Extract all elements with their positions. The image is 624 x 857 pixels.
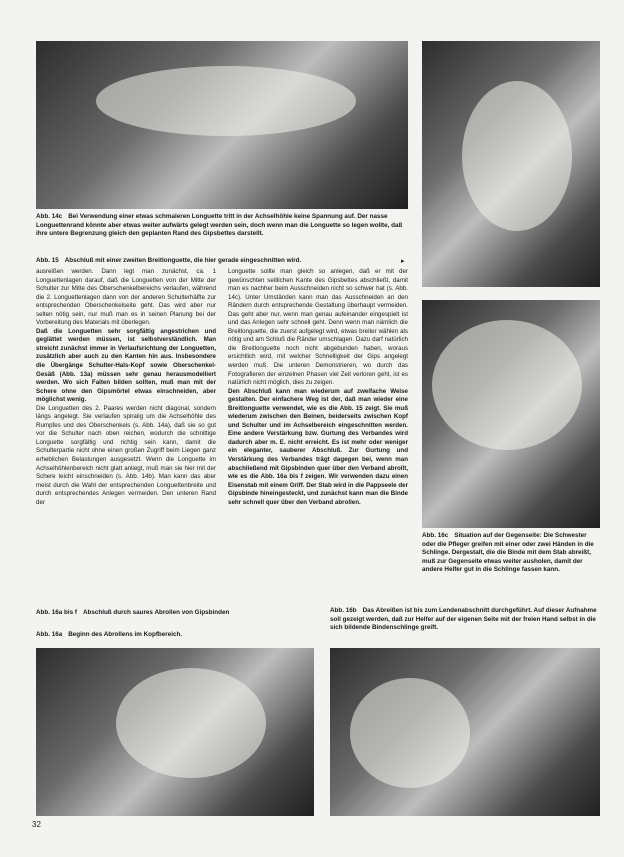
caption-label: Abb. 14c (36, 213, 63, 220)
caption-text: Situation auf der Gegenseite: Die Schwester oder die Pfleger greifen mit einer oder zwei Händen in die Schlinge. Dergestalt, die die Binde mit dem Stab abreißt, muß zur Gegenseite etwas weiter ausholen, damit der andere Helfer gut in die Schlinge fassen kann. (422, 532, 594, 574)
caption-label: Abb. 16c (422, 532, 449, 539)
caption-abb-16c (422, 532, 600, 575)
caption-abb-16-series (36, 609, 316, 618)
caption-label: Abb. 16a bis f (36, 609, 77, 616)
photo-right-top (422, 41, 600, 287)
paragraph: Die Longuetten des 2. Paares werden nicht diagonal, sondern längs angelegt. Sie verlaufen spiralig um die Achselhöhle des Rumpfes und des Oberschenkels (s. Abb. 14a), daß sie so gut vor die Schulter nach oben reichen, wodurch die schnittige Longuette sorgfältig und richtig sein kann, damit die Schulterpartie nicht ohne einen großen Zugriff beim Liegen ganz erheblichen Belastungen ausgesetzt. Wenn die Longuette im Achselhöhlenbereich nicht glatt anliegt, muß man sie hier mit der Schere leicht einschneiden (s. Abb. 14b). Man kann das aber meist durch die Wahl der entsprechenden Longuettenbreite und durch entsprechendes Anlegen vermeiden. Den unteren Rand der (36, 404, 216, 506)
caption-abb-16b (330, 607, 600, 633)
caption-text: Beginn des Abrollens im Kopfbereich. (68, 631, 183, 638)
caption-text: Abschluß mit einer zweiten Breitlonguette, die hier gerade eingeschnitten wird. (64, 257, 302, 264)
paragraph: ausreißen werden. Dann legt man zunächst, ca. 1 Longuettenlagen darauf, daß die Longuetten von der Mitte der Schulter zur Mitte des Oberschenkelbereichs verlaufen, während die 2. Longuettenlagen dann von der anderen Schulterhälfte zur entsprechenden Oberschenkelseite geht. Das wird aber nur selten nötig sein, nur muß man es in seinen Planung bei der Vorbereitung des Materials mit überlegen. (36, 268, 216, 327)
caption-text: Das Abreißen ist bis zum Lendenabschnitt durchgeführt. Auf dieser Aufnahme soll gezeigt werden, daß zur Helfer auf der eigenen Seite mit der freien Hand selbst in die sich bildende Bindenschlinge greift. (330, 607, 597, 632)
photo-abb-16c (422, 300, 600, 528)
body-column-right (228, 268, 408, 507)
paragraph: Longuette sollte man gleich so anlegen, daß er mit der gewünschten seitlichen Kante des Gipsbettes abschließt, damit man es nachher beim Ausschneiden nicht so schwer hat (s. Abb. 14c). Unter Umständen kann man das Ausschneiden an den Rändern durch entsprechende Gestaltung überhaupt vermeiden. Das geht aber nur, wenn man genau aufeinander eingespielt ist und das Anlegen sehr schnell geht. Denn wenn man nämlich die Breitlonguette, die zuerst aufgelegt wird, etwas breiter wählen als nötig und am Schluß die Ränder umschlagen. Dazu darf natürlich die Breitlonguette noch nicht abgebunden haben, woraus ersichtlich wird, mit welcher Schnelligkeit der Gips angelegt werden muß. Die unteren Demonstrieren, wo durch das Fotografieren der einzelnen Phasen viel Zeit verloren geht, ist es natürlich nicht möglich, dies zu zeigen. (228, 268, 408, 387)
caption-abb-15 (36, 257, 396, 266)
photo-abb-16b (330, 648, 600, 816)
page-number: 32 (32, 820, 41, 829)
caption-label: Abb. 15 (36, 257, 59, 264)
caption-text: Abschluß durch saures Abrollen von Gipsbinden (82, 609, 230, 616)
caption-label: Abb. 16a (36, 631, 63, 638)
photo-abb-14c (36, 41, 408, 209)
caption-text: Bei Verwendung einer etwas schmaleren Longuette tritt in der Achselhöhle keine Spannung auf. Der nasse Longuettenrand könnte aber etwas weiter aufwärts gelegt werden sein, doch wenn man die Longuette so legen wollte, daß ihre untere Begrenzung gleich den geplanten Rand des Gipsbettes darstellt. (36, 213, 403, 238)
paragraph: Daß die Longuetten sehr sorgfältig angestrichen und geglättet werden müssen, ist selbstverständlich. Man streicht zunächst immer in Verlaufsrichtung der Longuetten, zusätzlich aber auch zu den Kanten hin aus. Insbesondere die Übergänge Schulter-Hals-Kopf sowie Oberschenkel-Gesäß (Abb. 13a) müssen sehr genau herausmodelliert werden. Wo sich Falten bilden sollten, muß man mit der Schere ohne den Gipsmörtel etwas einschneiden, aber möglichst wenig. (36, 327, 216, 404)
arrow-icon: ▸ (401, 258, 405, 265)
photo-abb-16a (36, 648, 314, 816)
caption-abb-16a (36, 631, 316, 640)
body-column-left (36, 268, 216, 507)
caption-abb-14c (36, 213, 408, 239)
paragraph: Den Abschluß kann man wiederum auf zweifache Weise gestalten. Der einfachere Weg ist der, daß man wieder eine Breitlonguette verwendet, wie es die Abb. 15 zeigt. Sie muß wiederum zwischen den Beinen, beiderseits zwischen Kopf und Schulter und im Achselbereich eingeschnitten werden. Eine andere Verstärkung bzw. Gurtung des Verbandes wird dadurch aber m. E. nicht erreicht. Es ist mehr oder weniger ein eleganter, sauberer Abschluß. Zur Gurtung und Verstärkung des Verbandes trägt dagegen bei, wenn man abschließend mit Gipsbinden quer über den Verband abrollt, wie es die Abb. 16a bis f zeigen. Wir verwenden dazu einen Eisenstab mit einem Griff. Der Stab wird in die Pappseele der Gipsbinde hineingesteckt, und zunächst kann man die Binde sehr schnell quer über den Verband abrollen. (228, 387, 408, 506)
caption-label: Abb. 16b (330, 607, 357, 614)
